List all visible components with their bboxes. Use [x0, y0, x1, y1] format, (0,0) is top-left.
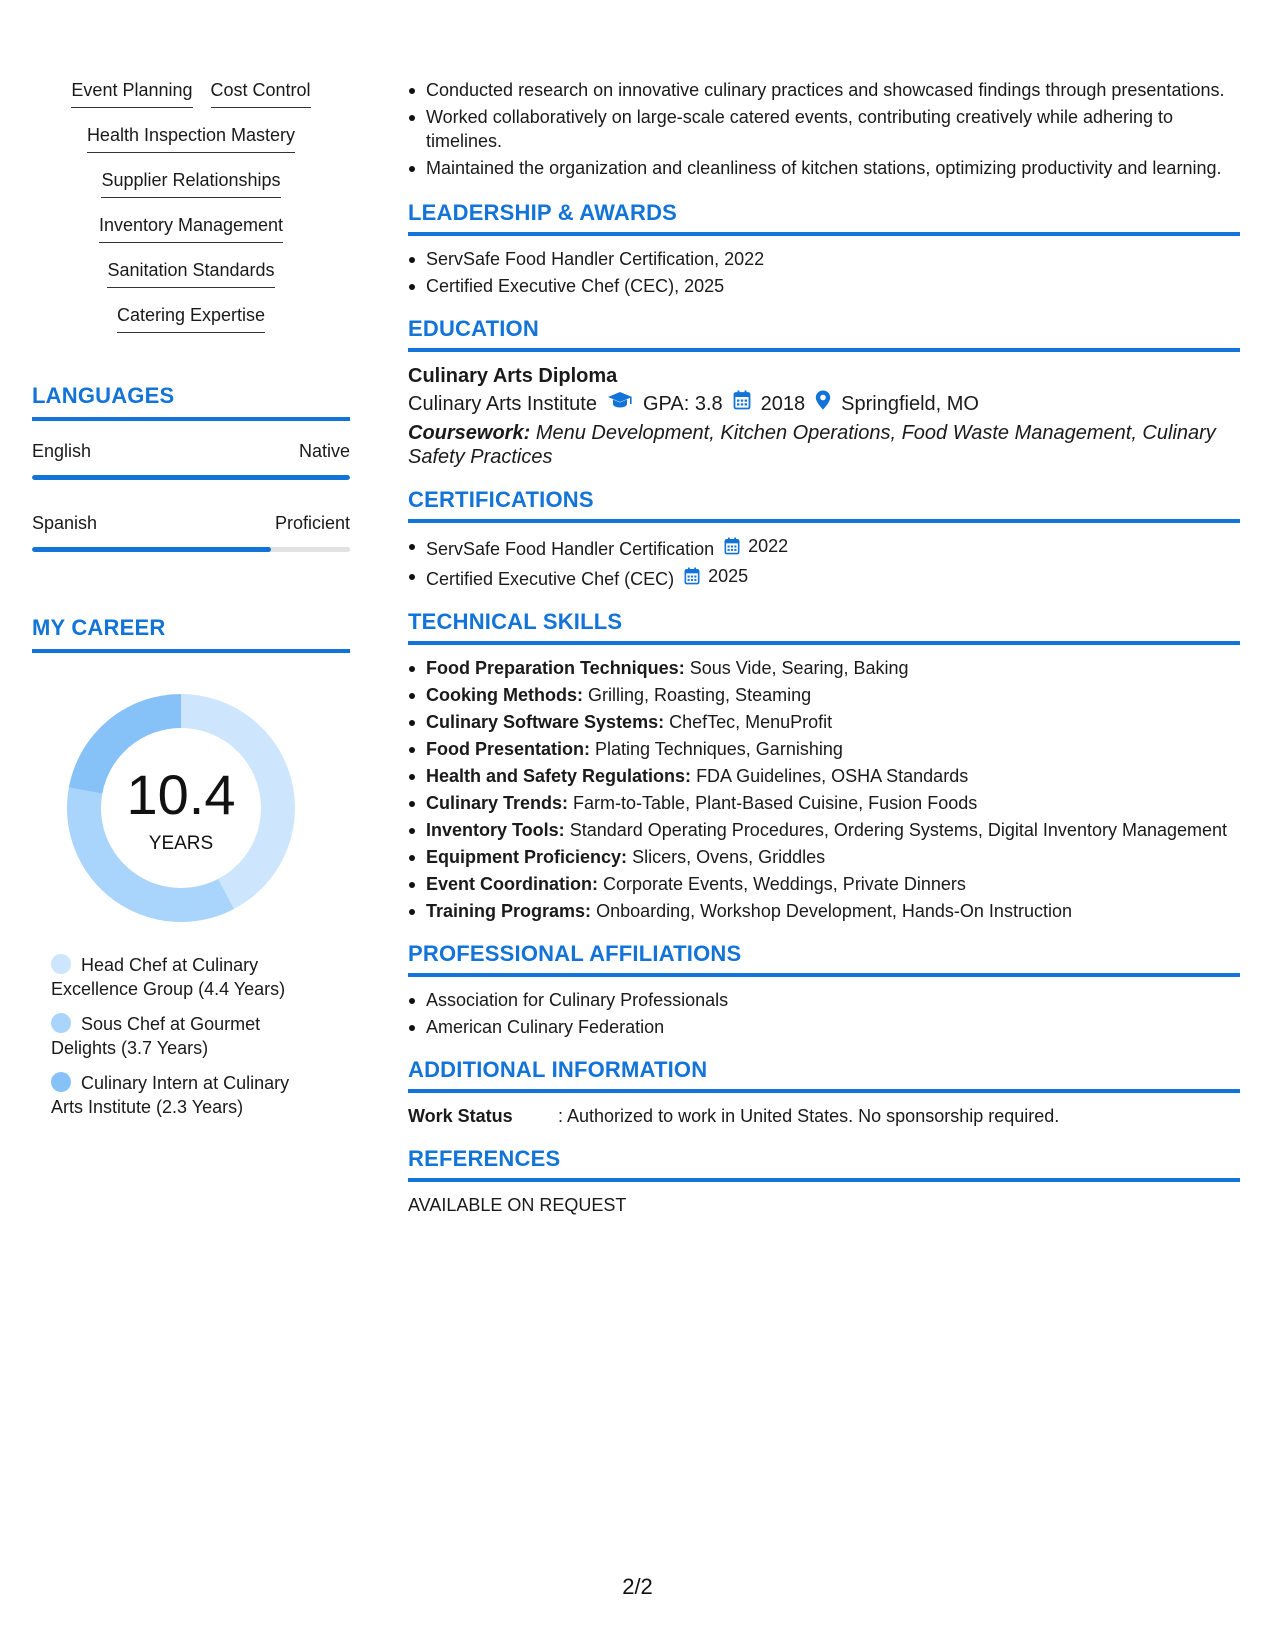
experience-bullet: Conducted research on innovative culinary practices and showcased findings through presentations. — [408, 78, 1240, 102]
technical-skill-label: Inventory Tools: — [426, 820, 565, 840]
legend-dot — [51, 1013, 71, 1033]
references-rule — [408, 1178, 1240, 1182]
languages-section — [32, 383, 350, 552]
skill-tag: Catering Expertise — [117, 303, 265, 333]
work-status-value: : Authorized to work in United States. No sponsorship required. — [558, 1106, 1060, 1126]
language-level: Proficient — [274, 513, 350, 533]
technical-skill-label: Culinary Software Systems: — [426, 712, 665, 732]
calendar-icon — [733, 389, 751, 419]
technical-skill-value: FDA Guidelines, OSHA Standards — [696, 766, 969, 786]
languages-heading: LANGUAGES — [32, 383, 175, 408]
affiliations-list — [408, 988, 1240, 1039]
work-status — [408, 1104, 1240, 1128]
education-heading: EDUCATION — [408, 316, 539, 341]
education-rule — [408, 348, 1240, 352]
technical-skill-item — [408, 737, 1240, 761]
career-rule — [32, 649, 350, 653]
certifications-list — [408, 534, 1240, 591]
certifications-rule — [408, 519, 1240, 523]
gpa: GPA: 3.8 — [642, 393, 723, 415]
language-level-bar — [32, 475, 350, 480]
technical-skill-value: Onboarding, Workshop Development, Hands-On Instruction — [596, 901, 1072, 921]
technical-skill-item — [408, 656, 1240, 680]
technical-skill-value: Corporate Events, Weddings, Private Dinners — [603, 874, 966, 894]
language-level-fill — [32, 547, 271, 552]
additional-info-rule — [408, 1089, 1240, 1093]
references-text: AVAILABLE ON REQUEST — [408, 1195, 627, 1215]
technical-skill-item — [408, 872, 1240, 896]
technical-skill-item — [408, 845, 1240, 869]
certification-year: 2025 — [708, 566, 749, 586]
technical-skills-heading: TECHNICAL SKILLS — [408, 609, 623, 634]
career-legend-item — [51, 1071, 311, 1119]
affiliations-heading: PROFESSIONAL AFFILIATIONS — [408, 941, 742, 966]
certification-date — [724, 534, 788, 558]
technical-skill-value: ChefTec, MenuProfit — [669, 712, 833, 732]
certification-name: ServSafe Food Handler Certification — [426, 539, 715, 559]
technical-skill-label: Culinary Trends: — [426, 793, 569, 813]
technical-skill-label: Cooking Methods: — [426, 685, 583, 705]
technical-skill-label: Food Presentation: — [426, 739, 591, 759]
certifications-heading: CERTIFICATIONS — [408, 487, 594, 512]
career-total-unit: YEARS — [148, 833, 214, 854]
language-name: Spanish — [32, 513, 98, 533]
technical-skill-item — [408, 791, 1240, 815]
technical-skill-value: Plating Techniques, Garnishing — [595, 739, 843, 759]
career-legend-item — [51, 953, 311, 1001]
affiliation-item: Association for Culinary Professionals — [408, 988, 1240, 1012]
technical-skill-item — [408, 818, 1240, 842]
coursework — [408, 421, 1240, 469]
languages-rule — [32, 417, 350, 421]
language-level-bar — [32, 547, 350, 552]
calendar-icon — [724, 537, 744, 555]
certification-name: Certified Executive Chef (CEC) — [426, 569, 675, 589]
technical-skill-label: Training Programs: — [426, 901, 592, 921]
career-heading: MY CAREER — [32, 615, 166, 640]
leadership-rule — [408, 232, 1240, 236]
technical-skill-label: Food Preparation Techniques: — [426, 658, 685, 678]
experience-bullet: Worked collaboratively on large-scale catered events, contributing creatively while adhering to timelines. — [408, 105, 1240, 153]
language-level: Native — [298, 441, 350, 461]
language-level-fill — [32, 475, 350, 480]
career-legend — [32, 953, 350, 1119]
skill-tag: Supplier Relationships — [101, 168, 280, 198]
technical-skill-label: Event Coordination: — [426, 874, 598, 894]
technical-skill-item — [408, 710, 1240, 734]
technical-skill-value: Slicers, Ovens, Griddles — [632, 847, 826, 867]
location-pin-icon — [815, 389, 831, 419]
technical-skill-value: Farm-to-Table, Plant-Based Cuisine, Fusion Foods — [573, 793, 978, 813]
skill-tag: Cost Control — [211, 78, 311, 108]
technical-skill-value: Standard Operating Procedures, Ordering Systems, Digital Inventory Management — [569, 820, 1228, 840]
legend-dot — [51, 1072, 71, 1092]
school-location: Springfield, MO — [841, 393, 979, 415]
career-legend-label: Sous Chef at Gourmet Delights (3.7 Years) — [51, 1014, 261, 1058]
technical-skills-list — [408, 656, 1240, 923]
page-number: 2/2 — [622, 1574, 653, 1599]
degree-title: Culinary Arts Diploma — [408, 365, 618, 387]
leadership-list — [408, 247, 1240, 298]
career-legend-label: Culinary Intern at Culinary Arts Institute (2.3 Years) — [51, 1073, 290, 1117]
skill-tag: Inventory Management — [99, 213, 283, 243]
technical-skill-label: Health and Safety Regulations: — [426, 766, 692, 786]
technical-skills-rule — [408, 641, 1240, 645]
additional-info-heading: ADDITIONAL INFORMATION — [408, 1057, 708, 1082]
affiliation-item: American Culinary Federation — [408, 1015, 1240, 1039]
certification-date — [684, 564, 748, 588]
skill-tag: Sanitation Standards — [107, 258, 274, 288]
certification-item — [408, 534, 1240, 561]
leadership-heading: LEADERSHIP & AWARDS — [408, 200, 678, 225]
technical-skill-item — [408, 683, 1240, 707]
language-name: English — [32, 441, 92, 461]
experience-bullets — [408, 78, 1240, 180]
left-column — [32, 78, 350, 1130]
work-status-label: Work Status — [408, 1106, 513, 1126]
coursework-label: Coursework: — [408, 422, 531, 444]
award-item: ServSafe Food Handler Certification, 2022 — [408, 247, 1240, 271]
technical-skill-value: Sous Vide, Searing, Baking — [689, 658, 909, 678]
certification-item — [408, 564, 1240, 591]
skills-list — [32, 78, 350, 333]
skill-tag: Event Planning — [71, 78, 192, 108]
references-heading: REFERENCES — [408, 1146, 561, 1171]
language-item — [32, 512, 350, 552]
technical-skill-item — [408, 899, 1240, 923]
career-donut — [66, 693, 296, 923]
career-total-years: 10.4 — [126, 763, 236, 826]
calendar-icon — [684, 567, 704, 585]
career-legend-label: Head Chef at Culinary Excellence Group (4.4 Years) — [51, 955, 286, 999]
education-details — [408, 389, 1240, 419]
school-name: Culinary Arts Institute — [408, 393, 597, 415]
legend-dot — [51, 954, 71, 974]
graduation-cap-icon — [607, 389, 633, 419]
affiliations-rule — [408, 973, 1240, 977]
graduation-year: 2018 — [760, 393, 806, 415]
technical-skill-item — [408, 764, 1240, 788]
language-item — [32, 440, 350, 480]
certification-year: 2022 — [748, 536, 789, 556]
career-legend-item — [51, 1012, 311, 1060]
coursework-list: Menu Development, Kitchen Operations, Food Waste Management, Culinary Safety Practices — [408, 422, 1216, 468]
award-item: Certified Executive Chef (CEC), 2025 — [408, 274, 1240, 298]
experience-bullet: Maintained the organization and cleanliness of kitchen stations, optimizing productivity and learning. — [408, 156, 1240, 180]
languages-list — [32, 440, 350, 552]
career-section — [32, 615, 350, 1119]
right-column — [408, 78, 1240, 1217]
technical-skill-label: Equipment Proficiency: — [426, 847, 628, 867]
skill-tag: Health Inspection Mastery — [87, 123, 295, 153]
technical-skill-value: Grilling, Roasting, Steaming — [588, 685, 812, 705]
